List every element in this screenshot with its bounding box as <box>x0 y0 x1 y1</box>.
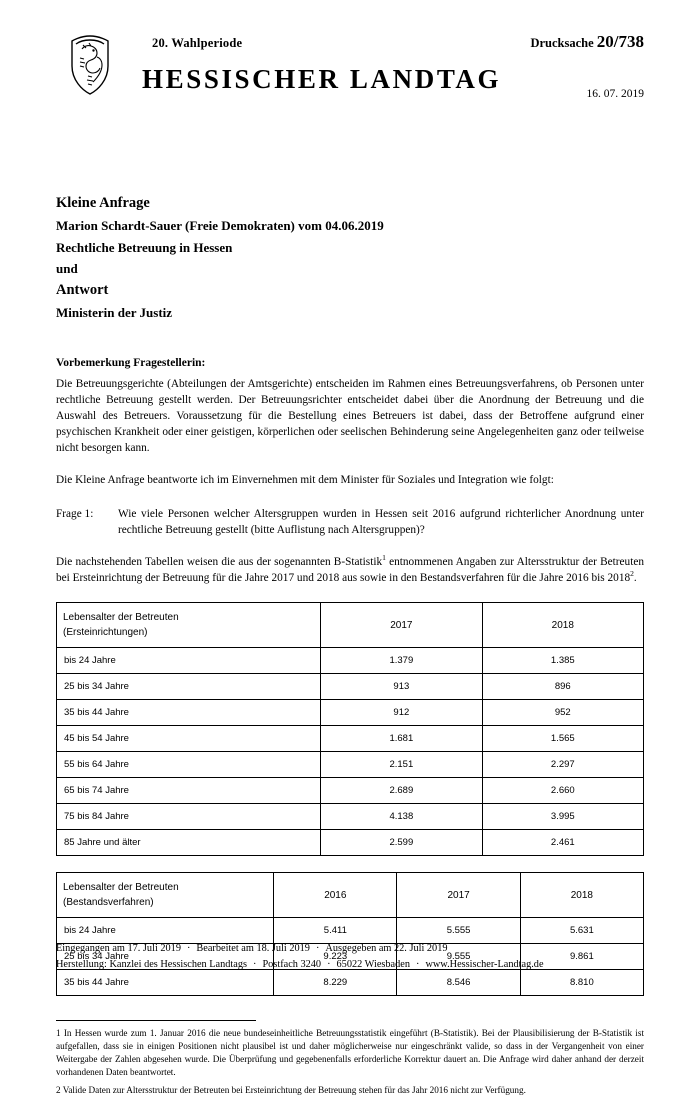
table-row <box>57 752 644 778</box>
title-block <box>56 192 644 323</box>
row-label: 55 bis 64 Jahre <box>57 752 321 778</box>
table-ersteinrichtungen <box>56 602 644 856</box>
footnote-2: 2 Valide Daten zur Altersstruktur der Betreuten bei Ersteinrichtung der Betreuung stehen für das Jahr 2016 nicht zur Verfügung. <box>56 1085 526 1096</box>
cell-value: 913 <box>321 674 482 700</box>
footer-herstellung: Herstellung: Kanzlei des Hessischen Landtags <box>56 959 248 971</box>
cell-value: 5.631 <box>520 918 643 944</box>
document-type: Kleine Anfrage <box>56 195 150 211</box>
column-header-2018: 2018 <box>520 873 643 918</box>
einvernehmen-text: Die Kleine Anfrage beantworte ich im Einvernehmen mit dem Minister für Soziales und Integration wie folgt: <box>56 474 554 487</box>
table-row <box>57 648 644 674</box>
row-label: 65 bis 74 Jahre <box>57 778 321 804</box>
question-1-label: Frage 1: <box>56 508 94 521</box>
table-row <box>57 804 644 830</box>
cell-value: 9.223 <box>274 944 397 970</box>
footnote-1: 1 In Hessen wurde zum 1. Januar 2016 die neue bundeseinheitliche Betreuungsstatistik eingeführt (B-Statistik). Bei der Plausibilisierung der B-Statistik ist aufgefallen, dass sie in einigen Positionen nicht plausibel ist und daher möglicherweise nur eingeschränkt valide, so dass in der Vergangenheit von einer Weitergabe der Zahlen abgesehen wurde. Die Überprüfung und gegebenenfalls erforderliche Korrektur dauert an. Die Anfrage wird daher anhand der derzeit vorhandenen Daten beantwortet. <box>56 1028 644 1077</box>
header-label-line1: Lebensalter der Betreuten <box>63 882 179 894</box>
answer-intro-part2: entnommenen Angaben zur Altersstruktur der Betreuten bei Ersteinrichtung der Betreuung für die Jahre 2017 und 2018 aus sowie in den Bestandsverfahren für die Jahre 2016 bis 2018 <box>56 556 644 585</box>
drucksache-number: 20/738 <box>596 32 644 51</box>
cell-value: 2.660 <box>482 778 643 804</box>
column-header-2017: 2017 <box>397 873 520 918</box>
table-bestandsverfahren <box>56 872 644 996</box>
footer-publisher-line <box>56 957 644 974</box>
footer-eingegangen: Eingegangen am 17. Juli 2019 <box>56 942 181 954</box>
page-title: HESSISCHER LANDTAG <box>142 64 502 94</box>
column-header-2016: 2016 <box>274 873 397 918</box>
footnote-ref-1: 1 <box>382 553 386 563</box>
subject-line: Rechtliche Betreuung in Hessen <box>56 239 233 255</box>
cell-value: 8.229 <box>274 970 397 996</box>
table-row <box>57 674 644 700</box>
cell-value: 5.555 <box>397 918 520 944</box>
drucksache-label: Drucksache <box>530 36 594 50</box>
footnote-ref-2: 2 <box>630 569 634 579</box>
drucksache-reference <box>530 32 644 52</box>
row-label: bis 24 Jahre <box>57 648 321 674</box>
table-row <box>57 778 644 804</box>
row-label: 45 bis 54 Jahre <box>57 726 321 752</box>
header-label-line1: Lebensalter der Betreuten <box>63 612 179 624</box>
footnote-divider <box>56 1020 256 1021</box>
footnotes <box>56 1027 644 1096</box>
footer-ort: 65022 Wiesbaden <box>336 959 410 971</box>
table-row <box>57 700 644 726</box>
cell-value: 2.297 <box>482 752 643 778</box>
vorbemerkung-text: Die Betreuungsgerichte (Abteilungen der Amtsgerichte) entscheiden im Rahmen eines Betreuungsverfahrens, ob Personen unter rechtliche Betreuung gestellt werden. Der Betreuungsrichter entscheidet dabei über die Anordnung der Betreuung und die Auswahl des Betreuers. Voraussetzung für die Bestellung eines Betreuers ist dabei, dass der Betroffene aufgrund einer psychischen Krankheit oder einer geistigen, körperlichen oder seelischen Behinderung seine Angelegenheiten ganz oder teilweise nicht besorgen kann. <box>56 378 644 455</box>
document-header <box>56 26 644 122</box>
cell-value: 2.151 <box>321 752 482 778</box>
conjunction-line: und <box>56 260 78 276</box>
question-1-text: Wie viele Personen welcher Altersgruppen wurden in Hessen seit 2016 aufgrund richterlicher Anordnung unter rechtliche Betreuung gestellt (bitte Auflistung nach Altersgruppen)? <box>118 508 644 537</box>
footer-ausgegeben: Ausgegeben am 22. Juli 2019 <box>325 942 448 954</box>
header-label-line2: (Ersteinrichtungen) <box>63 627 148 639</box>
cell-value: 1.379 <box>321 648 482 674</box>
author-line: Marion Schardt-Sauer (Freie Demokraten) vom 04.06.2019 <box>56 218 384 234</box>
document-date: 16. 07. 2019 <box>586 88 644 100</box>
footer-dates-line <box>56 941 644 958</box>
cell-value: 2.599 <box>321 830 482 856</box>
column-header-age-group <box>57 873 274 918</box>
cell-value: 8.810 <box>520 970 643 996</box>
cell-value: 2.689 <box>321 778 482 804</box>
cell-value: 1.681 <box>321 726 482 752</box>
table-row <box>57 830 644 856</box>
cell-value: 1.565 <box>482 726 643 752</box>
row-label: 25 bis 34 Jahre <box>57 944 274 970</box>
answer-intro-text <box>56 554 644 586</box>
cell-value: 1.385 <box>482 648 643 674</box>
cell-value: 912 <box>321 700 482 726</box>
table-header-row <box>57 873 644 918</box>
header-label-line2: (Bestandsverfahren) <box>63 897 154 909</box>
legislative-period: 20. Wahlperiode <box>152 36 243 50</box>
footer-separator: · <box>315 942 320 954</box>
footer-separator: · <box>186 942 191 954</box>
footer-separator: · <box>327 959 331 971</box>
footer-separator: · <box>416 959 420 971</box>
cell-value: 896 <box>482 674 643 700</box>
column-header-2018: 2018 <box>482 603 643 648</box>
row-label: 35 bis 44 Jahre <box>57 970 274 996</box>
hessen-lion-crest-icon <box>62 32 118 98</box>
row-label: 75 bis 84 Jahre <box>57 804 321 830</box>
footer-separator: · <box>253 959 257 971</box>
cell-value: 2.461 <box>482 830 643 856</box>
cell-value: 5.411 <box>274 918 397 944</box>
answering-minister: Ministerin der Justiz <box>56 305 173 321</box>
answer-intro-part3: . <box>633 572 637 585</box>
row-label: bis 24 Jahre <box>57 918 274 944</box>
cell-value: 9.555 <box>397 944 520 970</box>
cell-value: 952 <box>482 700 643 726</box>
cell-value: 8.546 <box>397 970 520 996</box>
footer-website[interactable]: www.Hessischer-Landtag.de <box>425 959 544 971</box>
column-header-2017: 2017 <box>321 603 482 648</box>
row-label: 35 bis 44 Jahre <box>57 700 321 726</box>
vorbemerkung-heading: Vorbemerkung Fragestellerin: <box>56 357 206 370</box>
cell-value: 9.861 <box>520 944 643 970</box>
question-1 <box>56 506 644 538</box>
row-label: 25 bis 34 Jahre <box>57 674 321 700</box>
row-label: 85 Jahre und älter <box>57 830 321 856</box>
answer-heading: Antwort <box>56 281 109 298</box>
table-row <box>57 726 644 752</box>
column-header-age-group <box>57 603 321 648</box>
cell-value: 4.138 <box>321 804 482 830</box>
document-footer <box>56 941 644 974</box>
answer-intro-part1: Die nachstehenden Tabellen weisen die aus der sogenannten B-Statistik <box>56 556 383 569</box>
table-header-row <box>57 603 644 648</box>
footer-postfach: Postfach 3240 <box>262 959 322 971</box>
cell-value: 3.995 <box>482 804 643 830</box>
footer-bearbeitet: Bearbeitet am 18. Juli 2019 <box>196 942 310 954</box>
